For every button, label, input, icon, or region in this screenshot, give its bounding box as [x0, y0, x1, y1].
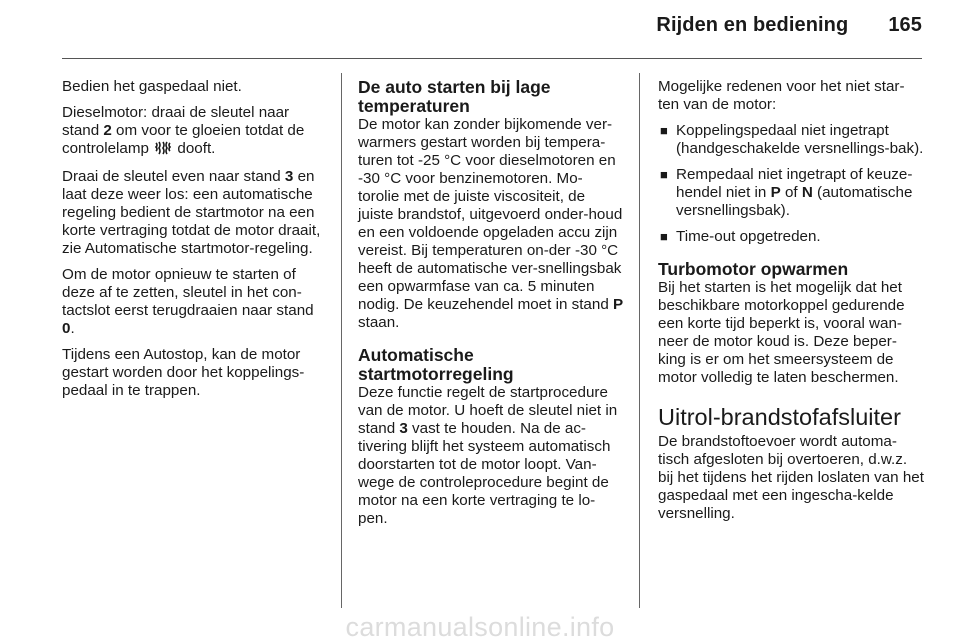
paragraph: Draai de sleutel even naar stand 3 en laat deze weer los: een automatische regeling bedient de startmotor na een korte vertraging totdat de motor draait, zie Automatische startmotor-regeling.: [62, 168, 321, 257]
paragraph: Tijdens een Autostop, kan de motor gestart worden door het koppelings-pedaal in te trappen.: [62, 346, 305, 399]
heading-cold-start: De auto starten bij lage temperaturen: [358, 77, 551, 116]
list-item: ■ Rempedaal niet ingetrapt of keuze-hendel niet in P of N (automatische versnellingsbak).: [660, 166, 913, 219]
heading-turbo: Turbomotor opwarmen: [658, 259, 849, 279]
heading-fuel-cutoff: Uitrol-brandstofafsluiter: [658, 404, 901, 430]
column-3: [658, 78, 924, 531]
paragraph: Mogelijke redenen voor het niet star-ten van de motor:: [658, 78, 905, 113]
column-1: [62, 78, 326, 408]
page-number: 165: [888, 14, 922, 36]
column-2: [358, 78, 624, 536]
list-item: ■ Time-out opgetreden.: [660, 228, 821, 245]
bullet-icon: ■: [660, 167, 668, 182]
paragraph: Bedien het gaspedaal niet.: [62, 78, 242, 95]
paragraph: Dieselmotor: draai de sleutel naar stand 2 om voor te gloeien totdat de controlelamp dooft.: [62, 104, 326, 160]
paragraph: Bij het starten is het mogelijk dat het beschikbare motorkoppel gedurende een korte tijd beperkt is, vooral wan-neer de motor koud is. Deze beper-king is er om het smeersysteem de motor volledig te laten beschermen.: [658, 279, 905, 386]
bullet-icon: ■: [660, 123, 668, 138]
column-divider-1: [341, 73, 342, 608]
paragraph: Deze functie regelt de startprocedure van de motor. U hoeft de sleutel niet in stand 3 vast te houden. Na de ac-tivering blijft het systeem automatisch doorstarten tot de motor loopt. Van-wege de controleprocedure begint de motor na een korte vertraging te lo-pen.: [358, 384, 618, 527]
heading-auto-start: Automatische startmotorregeling: [358, 345, 514, 384]
header-rule: [62, 58, 922, 59]
page-header: [0, 14, 922, 37]
glow-plug-icon: [155, 141, 171, 160]
paragraph: De motor kan zonder bijkomende ver-warmers gestart worden bij tempera-turen tot -25 °C voor dieselmotoren en -30 °C voor benzinemotoren. Mo-torolie met de juiste viscositeit, de juiste brandstof, uitgevoerd onder-houd en een voldoende opgeladen accu zijn vereist. Bij temperaturen on-der -30 °C heeft de automatische ver-snellingsbak een opwarmfase van ca. 5 minuten nodig. De keuzehendel moet in stand P staan.: [358, 116, 624, 331]
paragraph: Om de motor opnieuw te starten of deze af te zetten, sleutel in het con-tactslot eerst terugdraaien naar stand 0.: [62, 266, 314, 337]
list-item: ■ Koppelingspedaal niet ingetrapt (handgeschakelde versnellings-bak).: [660, 122, 924, 157]
watermark: carmanualsonline.info: [345, 612, 615, 642]
section-title: Rijden en bediening: [656, 14, 849, 36]
bullet-icon: ■: [660, 229, 668, 244]
column-divider-2: [639, 73, 640, 608]
reasons-list: [658, 122, 924, 246]
paragraph: De brandstoftoevoer wordt automa-tisch afgesloten bij overtoeren, d.w.z. bij het tijdens het rijden loslaten van het gaspedaal met een ingescha-kelde versnelling.: [658, 433, 924, 522]
